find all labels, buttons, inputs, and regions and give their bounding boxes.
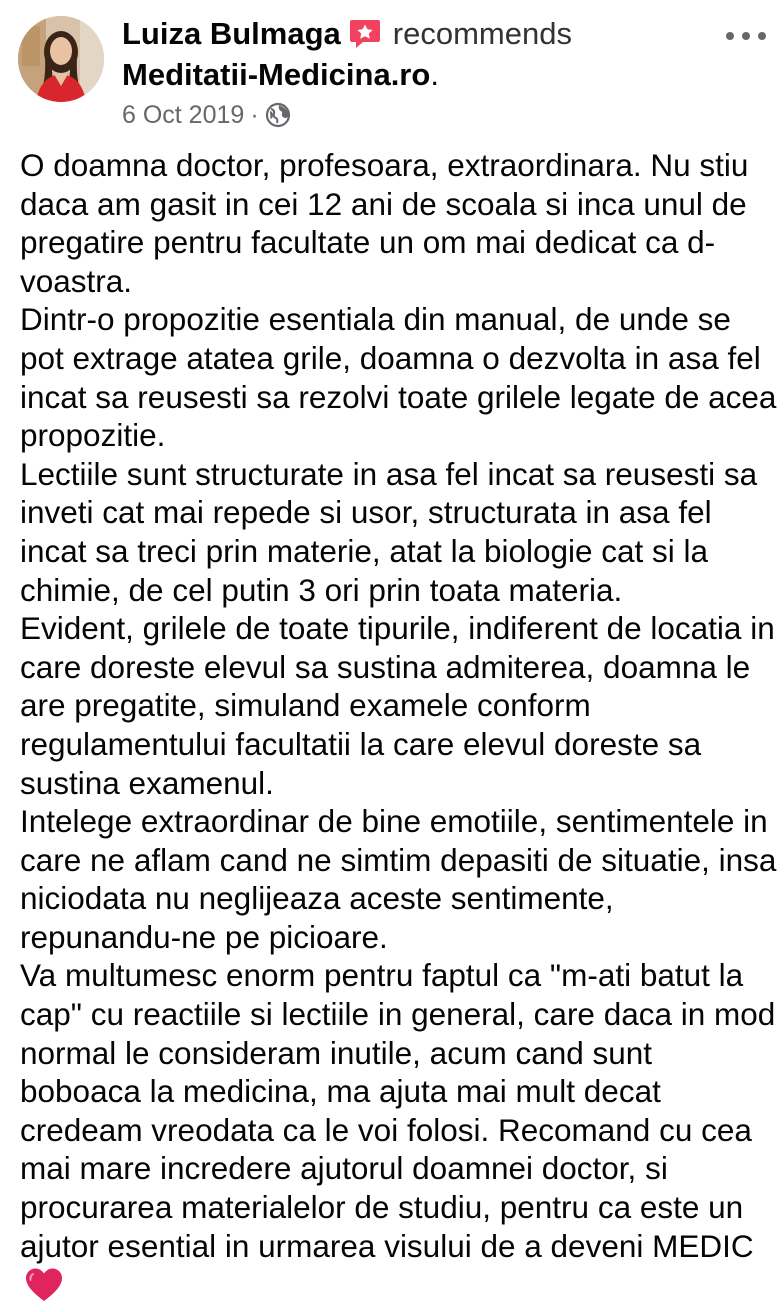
post-header-text	[122, 14, 722, 132]
message-paragraph: Lectiile sunt structurate in asa fel incat sa reusesti sa inveti cat mai repede si usor, structurata in asa fel incat sa treci prin materie, atat la biologie cat si la chimie, de cel putin 3 ori prin toata materia.	[20, 455, 758, 608]
header-line	[122, 14, 722, 54]
recommended-page-name[interactable]: Meditatii-Medicina.ro	[122, 57, 431, 92]
author-avatar[interactable]	[18, 16, 104, 102]
avatar-image	[18, 16, 104, 102]
red-heart-icon	[24, 1267, 64, 1303]
message-paragraph: Intelege extraordinar de bine emotiile, sentimentele in care ne aflam cand ne simtim depasiti de situatie, insa niciodata nu neglijeaza aceste sentimente, repunandu-ne pe picioare.	[20, 803, 777, 955]
recommend-badge-icon	[349, 18, 381, 49]
post-date[interactable]: 6 Oct 2019	[122, 101, 245, 129]
message-paragraph: Dintr-o propozitie esentiala din manual, de unde se pot extrage atatea grile, doamna o dezvolta in asa fel incat sa reusesti sa rezolvi toate grilele legate de acea propozitie.	[20, 301, 777, 454]
post-header	[0, 0, 784, 140]
message-paragraph: O doamna doctor, profesoara, extraordinara. Nu stiu daca am gasit in cei 12 ani de scoala si inca unul de pregatire pentru facultate un om mai dedicat ca d-voastra.	[20, 147, 749, 299]
message-paragraph-last	[20, 956, 780, 1303]
meta-separator: ·	[250, 101, 259, 129]
page-name-suffix: .	[430, 57, 439, 92]
globe-icon[interactable]	[265, 102, 291, 128]
action-verb: recommends	[392, 16, 572, 51]
post-message	[20, 146, 780, 1304]
message-paragraph: Evident, grilele de toate tipurile, indiferent de locatia in care doreste elevul sa sustina admiterea, doamna le are pregatite, simuland examele conform regulamentului facultatii la care elevul doreste sa sustina examenul.	[20, 610, 775, 801]
author-name[interactable]: Luiza Bulmaga	[122, 16, 341, 51]
message-paragraph: Va multumesc enorm pentru faptul ca "m-ati batut la cap" cu reactiile si lectiile in general, care daca in mod normal le consideram inutile, acum cand sunt boboaca la medicina, ma ajuta mai mult decat credeam vreodata ca le voi folosi. Recomand cu cea mai mare incredere ajutorul doamnei doctor, si procurarea materialelor de studiu, pentru ca este un ajutor esential in urmarea visului de a deveni MEDIC	[20, 957, 776, 1264]
page-line	[122, 54, 722, 96]
more-options-icon[interactable]	[724, 22, 768, 50]
post-meta	[122, 98, 722, 132]
